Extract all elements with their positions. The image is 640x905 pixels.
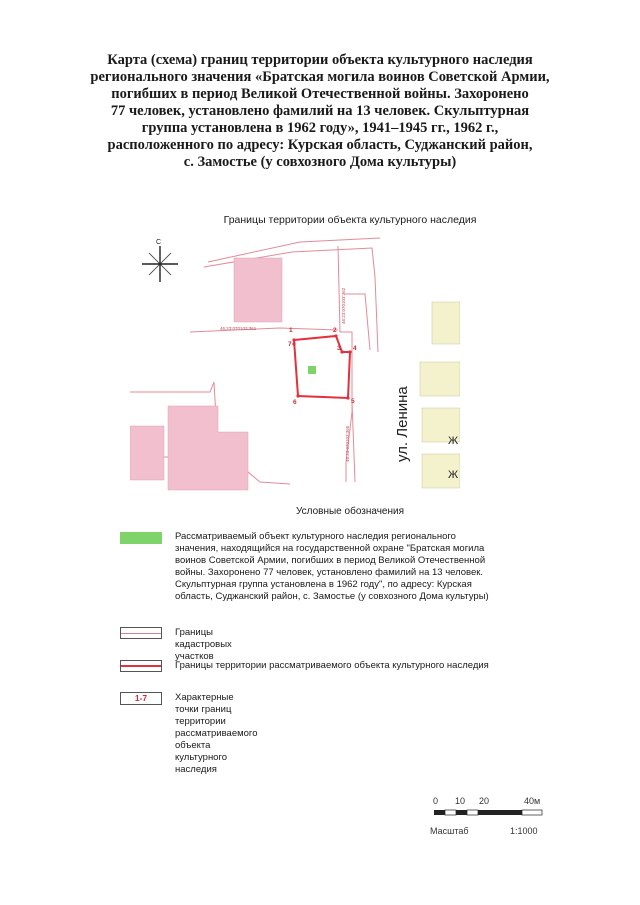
legend-text-line: область, Суджанский район, с. Замостье (у совхозного Дома культуры) xyxy=(175,591,489,602)
boundary-swatch xyxy=(120,660,162,672)
point-label: 7 xyxy=(288,341,292,348)
title-line: расположенного по адресу: Курская область, Суджанский район, xyxy=(107,137,533,153)
map-caption: Границы территории объекта культурного наследия xyxy=(223,214,477,226)
legend-text-line: Границы территории рассматриваемого объекта культурного наследия xyxy=(175,660,489,671)
site-map xyxy=(130,232,460,502)
scale-bar-graphic xyxy=(434,808,554,820)
point-label: 5 xyxy=(351,398,355,405)
parcel-code: 46:23:070103:365 xyxy=(345,425,350,462)
point-label: 3 xyxy=(337,345,341,352)
parcel-code: 46:23:070103:361 xyxy=(220,326,257,331)
scale-tick: 20 xyxy=(479,796,490,806)
building xyxy=(234,258,282,322)
legend-text-line: Границы кадастровых участков xyxy=(175,627,232,662)
parcel-code: 46:23:070103:362 xyxy=(341,287,346,324)
scale-tick: 40м xyxy=(524,796,541,806)
parcel xyxy=(432,302,460,344)
legend-title: Условные обозначения xyxy=(295,506,405,517)
point-label: 6 xyxy=(293,399,297,406)
title-line: группа установлена в 1962 году», 1941–1945 гг., 1962 г., xyxy=(141,120,499,136)
heritage-object xyxy=(308,366,316,374)
buildings xyxy=(130,258,282,490)
legend-text-line: Рассматриваемый объект культурного наследия регионального xyxy=(175,531,456,542)
cadastral-swatch xyxy=(120,627,162,639)
title-line: регионального значения «Братская могила воинов Советской Армии, xyxy=(90,69,550,85)
point-label: 2 xyxy=(333,327,337,334)
building xyxy=(130,426,164,480)
scale-tick: 0 xyxy=(433,796,439,806)
scale-tick: 10 xyxy=(455,796,466,806)
point-label: 4 xyxy=(353,345,357,352)
object-swatch xyxy=(120,532,162,544)
map-title xyxy=(60,52,580,171)
points-swatch: 1-7 xyxy=(120,692,162,705)
title-line: с. Замостье (у совхозного Дома культуры) xyxy=(183,154,457,170)
title-line: погибших в период Великой Отечественной войны. Захоронено xyxy=(111,86,529,102)
point-label: 1 xyxy=(289,327,293,334)
scale-label: Масштаб xyxy=(430,826,469,836)
building-mark: Ж xyxy=(448,435,459,447)
legend-text-line: рассматриваемого объекта культурного наследия xyxy=(175,728,258,775)
building-mark: Ж xyxy=(448,469,459,481)
legend-text-line: Скульптурная группа установлена в 1962 году", по адресу: Курская xyxy=(175,579,472,590)
scale-ratio: 1:1000 xyxy=(510,826,538,836)
building xyxy=(168,406,248,490)
parcel xyxy=(420,362,460,396)
title-line: 77 человек, установлено фамилий на 13 человек. Скульптурная xyxy=(110,103,530,119)
street-label: ул. Ленина xyxy=(394,386,411,462)
legend-text-line: воинов Советской Армии, погибших в период Великой Отечественной xyxy=(175,555,486,566)
legend-text-line: значения, находящийся на государственной охране "Братская могила xyxy=(175,543,485,554)
north-arrow xyxy=(142,246,178,282)
neighbor-parcels xyxy=(420,302,460,488)
heritage-boundary xyxy=(294,336,350,398)
legend-text-line: войны. Захоронено 77 человек, установлено фамилий на 13 человек. xyxy=(175,567,484,578)
boundary-points xyxy=(292,334,351,399)
legend-text-line: Характерные точки границ территории xyxy=(175,692,234,727)
title-line: Карта (схема) границ территории объекта культурного наследия xyxy=(107,52,533,68)
north-label: С xyxy=(156,239,162,246)
